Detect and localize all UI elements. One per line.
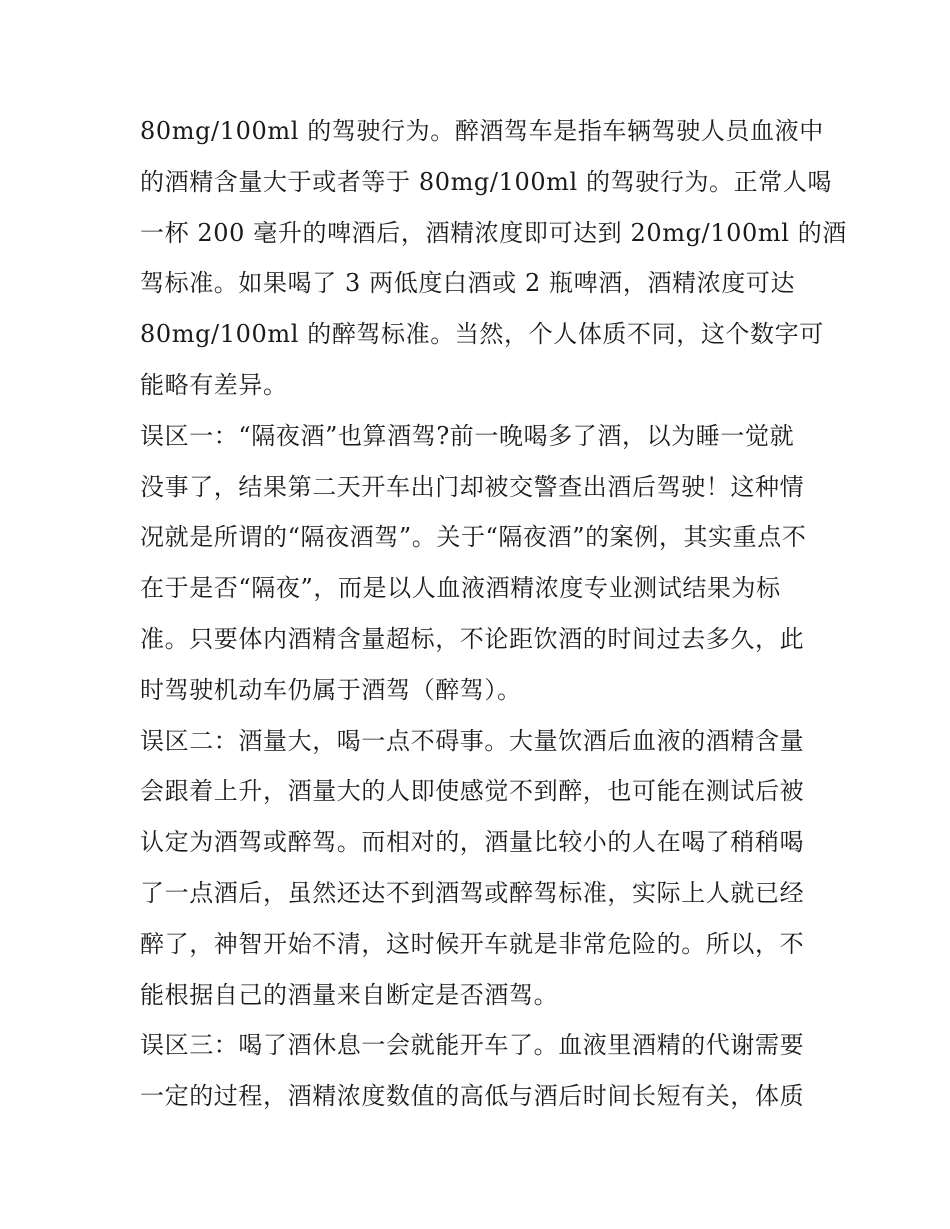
- document-body: [140, 106, 847, 1122]
- text-line: 80mg/100ml 的醉驾标准。当然，个人体质不同，这个数字可: [140, 320, 824, 349]
- text-line: 一定的过程，酒精浓度数值的高低与酒后时间长短有关，体质: [140, 1082, 805, 1111]
- text-line: 误区一：“隔夜酒”也算酒驾?前一晚喝多了酒，以为睡一觉就: [140, 421, 795, 450]
- text-line: 认定为酒驾或醉驾。而相对的，酒量比较小的人在喝了稍稍喝: [140, 828, 805, 857]
- text-line: 误区二：酒量大，喝一点不碍事。大量饮酒后血液的酒精含量: [140, 726, 805, 755]
- text-line: 能略有差异。: [140, 370, 288, 399]
- text-line: 了一点酒后，虽然还达不到酒驾或醉驾标准，实际上人就已经: [140, 878, 805, 907]
- paragraph-myth-three: [140, 1020, 812, 1122]
- text-line: 80mg/100ml 的驾驶行为。醉酒驾车是指车辆驾驶人员血液中: [140, 117, 824, 145]
- paragraph-myth-one: [140, 411, 812, 716]
- paragraph-myth-two: [140, 716, 812, 1021]
- text-line: 一杯 200 毫升的啤酒后，酒精浓度即可达到 20mg/100ml 的酒: [140, 218, 847, 247]
- text-line: 的酒精含量大于或者等于 80mg/100ml 的驾驶行为。正常人喝: [140, 167, 833, 196]
- text-line: 醉了，神智开始不清，这时候开车就是非常危险的。所以，不: [140, 929, 805, 958]
- text-line: 没事了，结果第二天开车出门却被交警查出酒后驾驶！这种情: [140, 472, 805, 501]
- text-line: 况就是所谓的“隔夜酒驾”。关于“隔夜酒”的案例，其实重点不: [140, 523, 807, 552]
- text-line: 会跟着上升，酒量大的人即使感觉不到醉，也可能在测试后被: [140, 777, 805, 806]
- text-line: 误区三：喝了酒休息一会就能开车了。血液里酒精的代谢需要: [140, 1031, 805, 1060]
- text-line: 时驾驶机动车仍属于酒驾（醉驾）。: [140, 675, 522, 704]
- text-line: 准。只要体内酒精含量超标，不论距饮酒的时间过去多久，此: [140, 624, 805, 653]
- text-line: 在于是否“隔夜”，而是以人血液酒精浓度专业测试结果为标: [140, 574, 781, 603]
- paragraph-drunk-driving-definition: [140, 106, 847, 411]
- text-line: 驾标准。如果喝了 3 两低度白酒或 2 瓶啤酒，酒精浓度可达: [140, 269, 796, 298]
- text-line: 能根据自己的酒量来自断定是否酒驾。: [140, 980, 559, 1009]
